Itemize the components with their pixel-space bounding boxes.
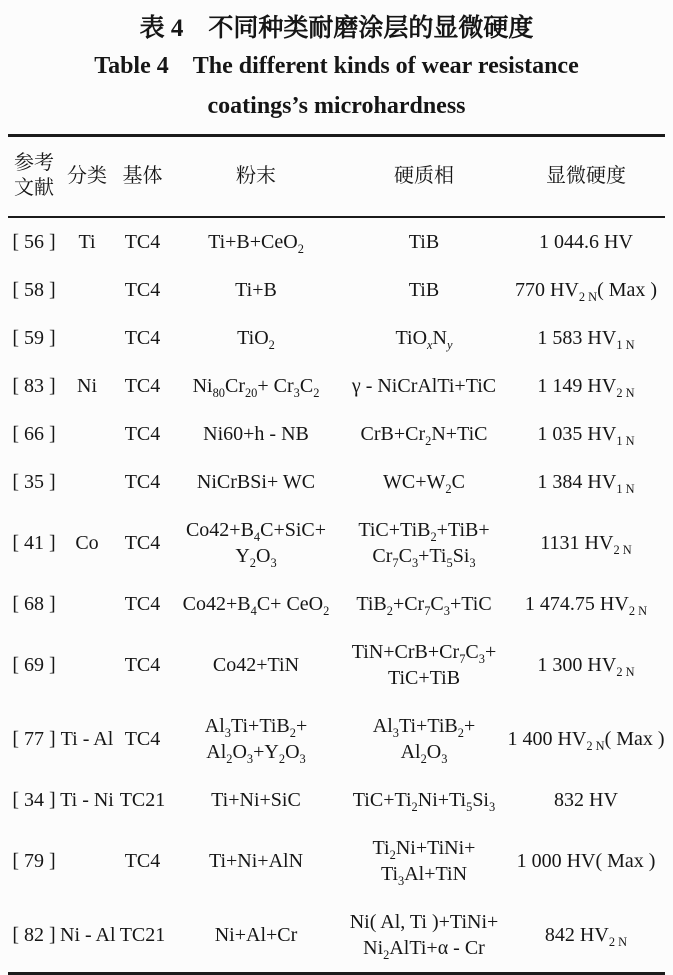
cell-substrate: TC21 (119, 789, 166, 811)
cell-substrate: TC4 (124, 850, 161, 872)
table-row (8, 776, 665, 824)
cell-cls (60, 824, 114, 898)
table-body (8, 217, 665, 974)
cell-hardness: 1 300 $HV_{2 N}$ (537, 654, 635, 679)
cell-cls (60, 580, 114, 628)
cell-phase: $TiN+CrB+Cr_7C_3+$ TiC+TiB (351, 641, 497, 689)
column-header-phase: 硬质相 (341, 136, 507, 218)
table-row (8, 217, 665, 266)
cell-substrate: TC4 (124, 423, 161, 445)
column-header-class: 分类 (60, 136, 114, 218)
cell-powder: $Al_3Ti+TiB_2+$ $Al_2O_3+Y_2O_3$ (204, 715, 308, 766)
cell-substrate: TC4 (124, 593, 161, 615)
cell-powder: Ni60+h - NB (203, 423, 309, 445)
cell-substrate: TC4 (124, 231, 161, 253)
cell-hardness: 1 149 $HV_{2 N}$ (537, 375, 635, 400)
cell-hardness: 1 035 $HV_{1 N}$ (537, 423, 635, 448)
cell-cls (60, 266, 114, 314)
cell-phase: Ni( Al, Ti )+TiNi+ $Ni_2AlTi+\alpha - Cr$ (349, 911, 499, 962)
cell-ref: [ 58 ] (12, 279, 56, 301)
column-header-substrate: 基体 (114, 136, 171, 218)
cell-hardness: 1 384 $HV_{1 N}$ (537, 471, 635, 496)
cell-ref: [ 83 ] (12, 375, 56, 397)
table-header (8, 136, 665, 218)
cell-hardness: 1 474.75 $HV_{2 N}$ (524, 593, 648, 618)
cell-powder: $Co42+B_4C+SiC+$ $Y_2O_3$ (185, 519, 327, 570)
cell-substrate: TC4 (124, 375, 161, 397)
cell-ref: [ 77 ] (12, 728, 56, 750)
cell-powder: Ti+B+CeO$_2$ (208, 231, 304, 256)
table-row (8, 824, 665, 898)
cell-powder: NiCrBSi+ WC (196, 471, 316, 493)
cell-substrate: TC4 (124, 279, 161, 301)
cell-ref: [ 82 ] (12, 924, 56, 946)
cell-phase: $TiC+Ti_2Ni+Ti_5Si_3$ (352, 789, 496, 814)
column-header-hardness: 显微硬度 (507, 136, 665, 218)
cell-substrate: TC4 (124, 728, 161, 750)
column-header-powder: 粉末 (171, 136, 341, 218)
cell-cls: Ti - Al (60, 728, 114, 750)
table-row (8, 362, 665, 410)
cell-substrate: TC4 (124, 471, 161, 493)
cell-ref: [ 41 ] (12, 532, 56, 554)
cell-cls: Co (75, 532, 99, 554)
cell-cls: Ti (78, 231, 96, 253)
table-row (8, 410, 665, 458)
cell-ref: [ 56 ] (12, 231, 56, 253)
cell-substrate: TC4 (124, 532, 161, 554)
table-header-row (8, 136, 665, 218)
table-row (8, 898, 665, 974)
cell-phase: TiB (408, 279, 440, 301)
cell-phase: TiB (408, 231, 440, 253)
cell-substrate: TC21 (119, 924, 166, 946)
cell-substrate: TC4 (124, 654, 161, 676)
cell-cls: Ni (77, 375, 97, 397)
table-title-zh: 表 4 不同种类耐磨涂层的显微硬度 (139, 15, 534, 42)
cell-phase: TiC+TiB$_2$+TiB+ $Cr_7C_3+Ti_5Si_3$ (358, 519, 490, 570)
cell-powder: TiO$_2$ (237, 327, 275, 352)
cell-ref: [ 35 ] (12, 471, 56, 493)
column-header-ref: 参考 文献 (8, 136, 60, 218)
cell-powder: Ti+Ni+SiC (211, 789, 301, 811)
cell-powder: Ni+Al+Cr (214, 924, 298, 946)
microhardness-table (8, 134, 665, 975)
cell-phase: $WC+W_2C$ (383, 471, 465, 496)
cell-hardness: 842 $HV_{2 N}$ (544, 924, 628, 949)
cell-phase: $Ti_2Ni+TiNi+$ $Ti_3Al+TiN$ (372, 837, 476, 888)
cell-phase: $CrB+Cr_2N+TiC$ (360, 423, 488, 448)
cell-cls: Ti - Ni (60, 789, 114, 811)
cell-ref: [ 68 ] (12, 593, 56, 615)
cell-cls (60, 458, 114, 506)
cell-hardness: 1 000 HV( Max ) (516, 850, 656, 872)
table-row (8, 314, 665, 362)
cell-ref: [ 66 ] (12, 423, 56, 445)
cell-hardness: 1 400 $HV_{2 N}$( Max ) (507, 728, 665, 753)
cell-powder: $Ni_{80}Cr_{20}+ Cr_3C_2$ (192, 375, 320, 400)
cell-powder: $Co42+B_4C+ CeO_2$ (182, 593, 330, 618)
cell-substrate: TC4 (124, 327, 161, 349)
cell-cls: Ni - Al (60, 924, 116, 946)
table-title-en-line1: Table 4 The different kinds of wear resistance (94, 53, 579, 79)
cell-phase: $Al_3Ti+TiB_2+$ $Al_2O_3$ (372, 715, 476, 766)
table-row (8, 506, 665, 580)
cell-ref: [ 79 ] (12, 850, 56, 872)
cell-powder: Ti+Ni+AlN (208, 850, 304, 872)
cell-ref: [ 34 ] (12, 789, 56, 811)
table-row (8, 628, 665, 702)
table-row (8, 702, 665, 776)
cell-cls (60, 410, 114, 458)
cell-powder: Co42+TiN (212, 654, 300, 676)
cell-cls (60, 628, 114, 702)
cell-hardness: 770 $HV_{2 N}$( Max ) (514, 279, 658, 304)
cell-powder: Ti+B (235, 279, 277, 301)
cell-hardness: 1 583 $HV_{1 N}$ (537, 327, 635, 352)
cell-ref: [ 59 ] (12, 327, 56, 349)
cell-phase: $TiB_2+Cr_7C_3+TiC$ (356, 593, 492, 618)
table-row (8, 580, 665, 628)
table-title-en-line2: coatings’s microhardness (207, 93, 466, 119)
cell-ref: [ 69 ] (12, 654, 56, 676)
table-row (8, 266, 665, 314)
cell-hardness: 1 044.6 HV (539, 231, 633, 253)
cell-hardness: 1131 $HV_{2 N}$ (540, 532, 632, 557)
title-block (0, 0, 673, 126)
table-row (8, 458, 665, 506)
cell-cls (60, 314, 114, 362)
cell-phase: $TiO_xN_y$ (395, 327, 453, 352)
cell-hardness: 832 HV (554, 789, 618, 811)
cell-phase: γ - NiCrAlTi+TiC (351, 375, 497, 397)
